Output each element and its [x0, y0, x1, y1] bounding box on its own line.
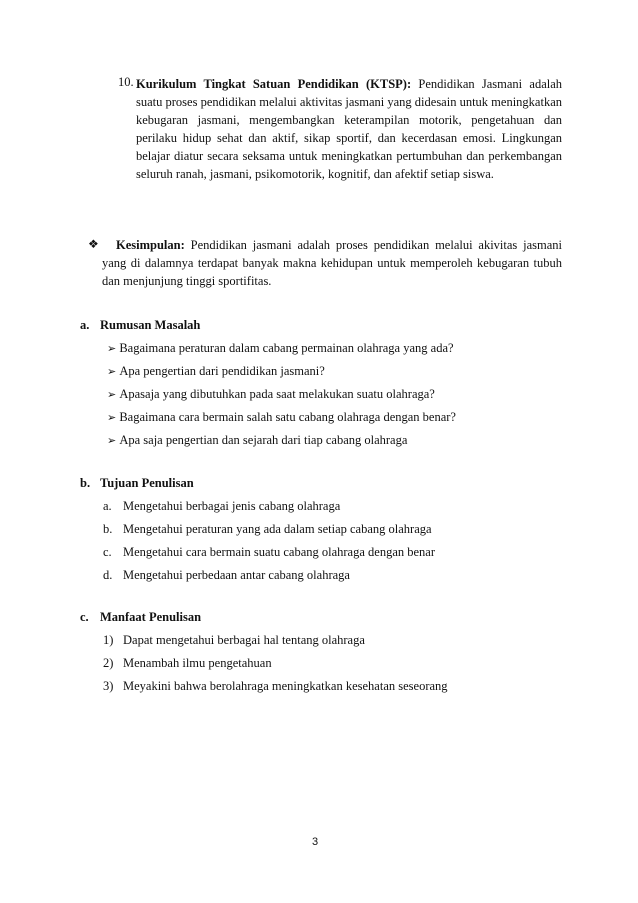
- list-item-text: Apa pengertian dari pendidikan jasmani?: [119, 364, 325, 378]
- section-marker: a.: [80, 318, 90, 332]
- ktsp-title: Kurikulum Tingkat Satuan Pendidikan (KTSP):: [136, 77, 412, 91]
- list-number: 10.: [118, 75, 134, 89]
- kesimpulan-text: Pendidikan jasmani adalah proses pendidikan melalui akivitas jasmani yang di dalamnya terdapat banyak makna kehidupan untuk memperoleh kebugaran tubuh dan menjunjung tinggi sportifitas.: [102, 238, 563, 288]
- list-item-text: Bagaimana peraturan dalam cabang permainan olahraga yang ada?: [119, 341, 454, 355]
- arrow-bullet-icon: ➢: [107, 366, 117, 378]
- list-item: [107, 341, 454, 356]
- section-title: Tujuan Penulisan: [100, 476, 194, 490]
- section-title: Rumusan Masalah: [100, 318, 201, 332]
- list-marker: d.: [103, 568, 113, 582]
- section-marker: b.: [80, 476, 91, 490]
- section-title: Manfaat Penulisan: [100, 610, 202, 624]
- diamond-bullet-icon: ❖: [88, 237, 99, 251]
- list-item-text: Apa saja pengertian dan sejarah dari tiap cabang olahraga: [119, 433, 408, 447]
- tujuan-heading: [80, 476, 194, 491]
- list-item-text: Apasaja yang dibutuhkan pada saat melakukan suatu olahraga?: [119, 387, 435, 401]
- rumusan-heading: [80, 318, 200, 333]
- arrow-bullet-icon: ➢: [107, 343, 117, 355]
- list-item: [107, 387, 435, 402]
- list-item-text: Menambah ilmu pengetahuan: [123, 656, 272, 670]
- arrow-bullet-icon: ➢: [107, 412, 117, 424]
- list-marker: c.: [103, 545, 112, 559]
- page-number: 3: [312, 836, 319, 848]
- list-marker: 2): [103, 656, 114, 670]
- list-marker: 3): [103, 679, 114, 693]
- list-item-text: Bagaimana cara bermain salah satu cabang olahraga dengan benar?: [119, 410, 456, 424]
- list-item: [103, 679, 448, 694]
- list-item: [107, 433, 407, 448]
- list-item: [107, 364, 325, 379]
- kesimpulan-label: Kesimpulan:: [116, 238, 185, 252]
- list-marker: a.: [103, 499, 112, 513]
- arrow-bullet-icon: ➢: [107, 435, 117, 447]
- arrow-bullet-icon: ➢: [107, 389, 117, 401]
- ktsp-body: Pendidikan Jasmani adalah suatu proses pendidikan melalui aktivitas jasmani yang didesain untuk meningkatkan kebugaran jasmani, mengembangkan keterampilan motorik, pengetahuan dan perilaku hidup sehat dan aktif, sikap sportif, dan kecerdasan emosi. Lingkungan belajar diatur secara seksama untuk meningkatkan pertumbuhan dan perkembangan seluruh ranah, jasmani, psikomotorik, kognitif, dan afektif setiap siswa.: [136, 77, 563, 181]
- manfaat-heading: [80, 610, 201, 625]
- list-item: [103, 522, 432, 537]
- list-marker: b.: [103, 522, 113, 536]
- list-item: [103, 656, 272, 671]
- list-item: [103, 633, 365, 648]
- list-item: [103, 499, 340, 514]
- kesimpulan-paragraph: [102, 236, 562, 290]
- list-marker: 1): [103, 633, 114, 647]
- list-item-text: Mengetahui perbedaan antar cabang olahraga: [123, 568, 350, 582]
- list-item: [103, 545, 435, 560]
- list-item-text: Dapat mengetahui berbagai hal tentang olahraga: [123, 633, 365, 647]
- list-item-text: Meyakini bahwa berolahraga meningkatkan kesehatan seseorang: [123, 679, 448, 693]
- list-item-text: Mengetahui berbagai jenis cabang olahraga: [123, 499, 341, 513]
- section-marker: c.: [80, 610, 89, 624]
- list-item-text: Mengetahui peraturan yang ada dalam setiap cabang olahraga: [123, 522, 432, 536]
- list-item: [103, 568, 350, 583]
- list-item: [107, 410, 456, 425]
- ktsp-paragraph: [136, 75, 562, 183]
- list-item-text: Mengetahui cara bermain suatu cabang olahraga dengan benar: [123, 545, 436, 559]
